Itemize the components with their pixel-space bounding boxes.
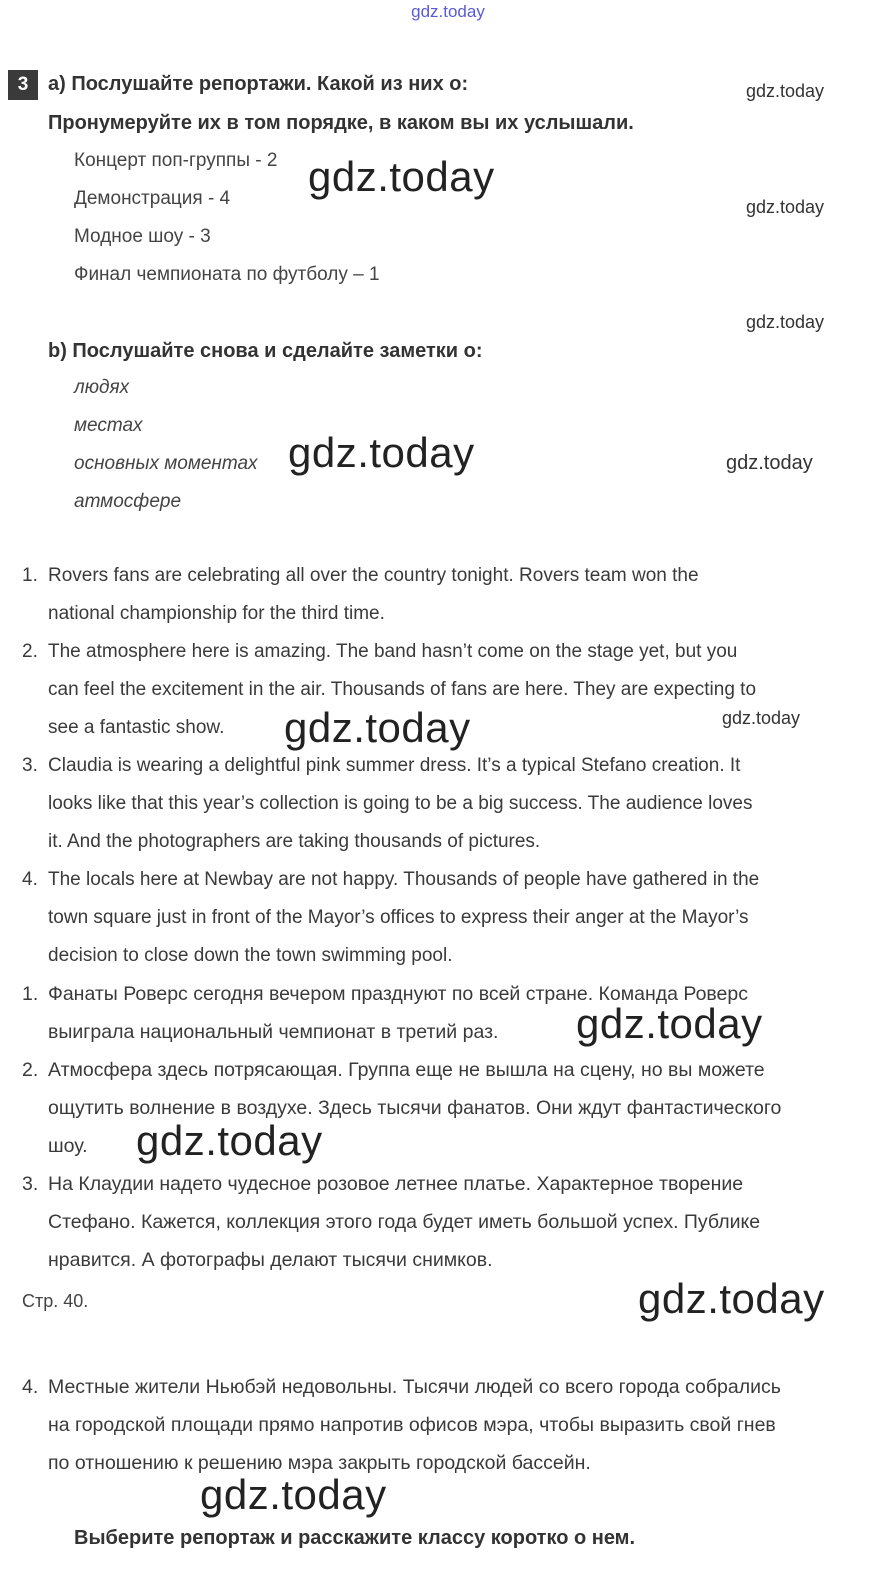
part-b-item: основных моментах: [74, 453, 258, 474]
russian-paragraph: [22, 1051, 878, 1165]
top-watermark: gdz.today: [411, 2, 485, 21]
text-line: can feel the excitement in the air. Thousands of fans are here. They are expecting to: [48, 679, 757, 700]
text-line: Rovers fans are celebrating all over the country tonight. Rovers team won the: [48, 565, 699, 586]
watermark: gdz.today: [746, 312, 825, 332]
english-paragraph: [22, 633, 878, 747]
text-line: Местные жители Ньюбэй недовольны. Тысячи людей со всего города собрались: [48, 1376, 781, 1398]
russian-paragraph: [22, 975, 878, 1051]
watermark: gdz.today: [746, 81, 825, 101]
text-line: шоу.: [48, 1135, 88, 1157]
text-line: На Клаудии надето чудесное розовое летнее платье. Характерное творение: [48, 1173, 744, 1195]
paragraph-number: 2.: [22, 1059, 39, 1081]
english-paragraph: [22, 747, 878, 861]
text-line: нравится. А фотографы делают тысячи снимков.: [48, 1249, 493, 1271]
text-line: Атмосфера здесь потрясающая. Группа еще не вышла на сцену, но вы можете: [48, 1059, 765, 1081]
text-line: decision to close down the town swimming pool.: [48, 945, 453, 966]
final-task: Выберите репортаж и расскажите классу коротко о нем.: [74, 1527, 636, 1549]
text-line: Claudia is wearing a delightful pink summer dress. It’s a typical Stefano creation. It: [48, 755, 741, 776]
text-line: на городской площади прямо напротив офисов мэра, чтобы выразить свой гнев: [48, 1414, 776, 1436]
part-b-item: местах: [74, 415, 143, 436]
text-line: ощутить волнение в воздухе. Здесь тысячи фанатов. Они ждут фантастического: [48, 1097, 782, 1119]
part-a-item: Демонстрация - 4: [74, 188, 231, 209]
text-line: The locals here at Newbay are not happy. Thousands of people have gathered in the: [48, 869, 760, 890]
watermark: gdz.today: [576, 1000, 763, 1047]
watermark: gdz.today: [726, 452, 813, 474]
task-number-badge: 3: [8, 70, 38, 100]
paragraph-number: 2.: [22, 641, 38, 662]
watermark: gdz.today: [638, 1275, 825, 1322]
watermark: gdz.today: [288, 429, 475, 476]
part-b-item: атмосфере: [74, 491, 182, 512]
watermark: gdz.today: [746, 197, 825, 217]
text-line: national championship for the third time.: [48, 603, 385, 624]
text-line: Стефано. Кажется, коллекция этого года будет иметь большой успех. Публике: [48, 1211, 761, 1233]
text-line: looks like that this year’s collection is going to be a big success. The audience loves: [48, 793, 753, 814]
text-line: выиграла национальный чемпионат в третий раз.: [48, 1021, 499, 1043]
english-paragraph: [22, 557, 878, 633]
paragraph-number: 1.: [22, 983, 39, 1005]
english-paragraph: [22, 861, 878, 975]
paragraph-number: 4.: [22, 1376, 39, 1398]
part-b-title: b) Послушайте снова и сделайте заметки о:: [48, 340, 483, 362]
part-a-subtitle: Пронумеруйте их в том порядке, в каком вы их услышали.: [48, 112, 634, 134]
paragraph-number: 3.: [22, 755, 38, 776]
russian-paragraph: [22, 1165, 878, 1279]
page-reference: Стр. 40.: [22, 1291, 89, 1311]
part-a-item: Финал чемпионата по футболу – 1: [74, 264, 380, 285]
paragraph-number: 1.: [22, 565, 38, 586]
text-line: Фанаты Роверс сегодня вечером празднуют по всей стране. Команда Роверс: [48, 983, 749, 1005]
watermark: gdz.today: [200, 1471, 387, 1518]
text-line: по отношению к решению мэра закрыть городской бассейн.: [48, 1452, 591, 1474]
watermark: gdz.today: [308, 153, 495, 200]
part-b-item: людях: [74, 377, 130, 398]
russian-text-4: [22, 1368, 878, 1482]
english-text: [22, 557, 878, 1279]
russian-paragraph: [22, 1368, 878, 1482]
part-a-title: a) Послушайте репортажи. Какой из них о:: [48, 73, 469, 95]
text-line: it. And the photographers are taking thousands of pictures.: [48, 831, 541, 852]
paragraph-number: 3.: [22, 1173, 39, 1195]
text-line: The atmosphere here is amazing. The band hasn’t come on the stage yet, but you: [48, 641, 738, 662]
part-a-item: Концерт поп-группы - 2: [74, 150, 278, 171]
watermark: gdz.today: [722, 708, 801, 728]
part-a-item: Модное шоу - 3: [74, 226, 211, 247]
watermark: gdz.today: [284, 704, 471, 751]
text-line: see a fantastic show.: [48, 717, 225, 738]
text-line: town square just in front of the Mayor’s offices to express their anger at the Mayor’s: [48, 907, 749, 928]
watermark: gdz.today: [136, 1117, 323, 1164]
paragraph-number: 4.: [22, 869, 38, 890]
